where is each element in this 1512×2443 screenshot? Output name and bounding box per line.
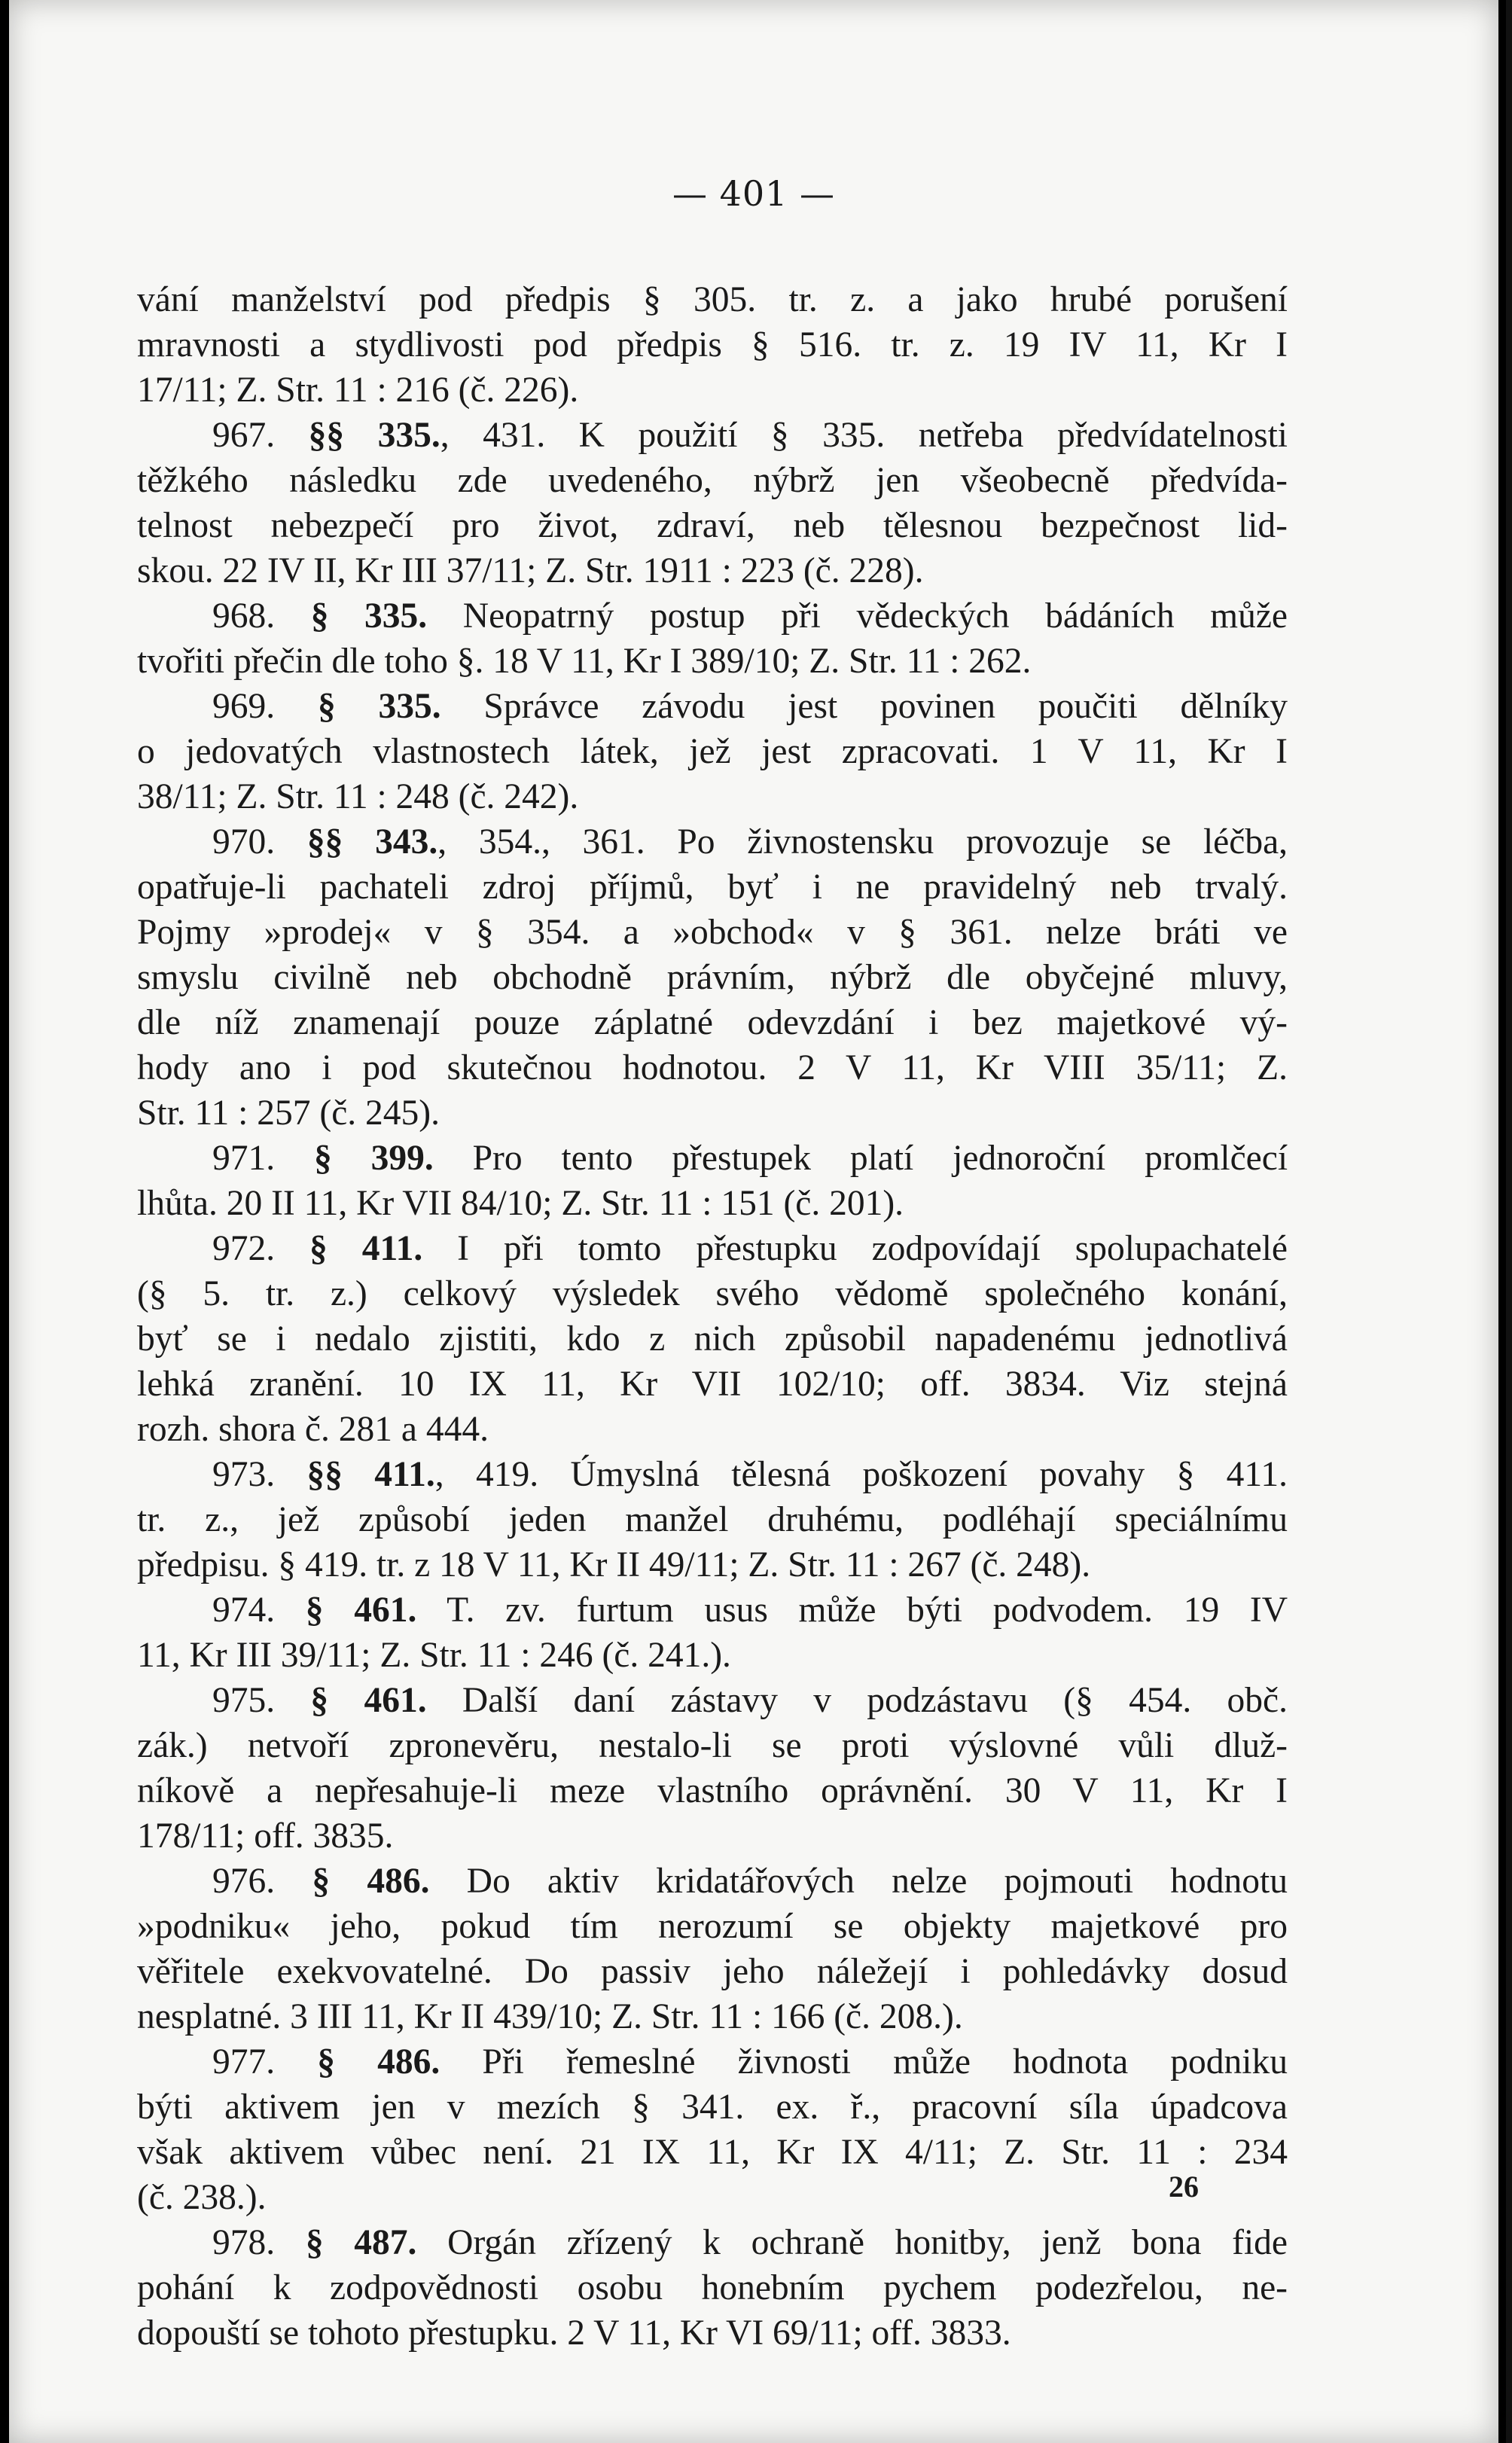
text-line: smyslu civilně neb obchodně právním, nýbrž dle obyčejné mluvy, xyxy=(137,958,1288,997)
text-line: Str. 11 : 257 (č. 245). xyxy=(137,1093,440,1133)
section-reference: § 461. xyxy=(305,1591,417,1630)
section-reference: § 335. xyxy=(310,596,428,636)
text-line: mravnosti a stydlivosti pod předpis § 516. tr. z. 19 IV 11, Kr I xyxy=(137,325,1288,364)
text-line: 978. § 487. Orgán zřízený k ochraně honitby, jenž bona fide xyxy=(212,2223,1288,2262)
text-line: předpisu. § 419. tr. z 18 V 11, Kr II 49/11; Z. Str. 11 : 267 (č. 248). xyxy=(137,1545,1091,1584)
section-reference: § 487. xyxy=(305,2223,417,2262)
section-reference: §§ 343. xyxy=(306,822,438,862)
text-line: pohání k zodpovědnosti osobu honebním pychem podezřelou, ne- xyxy=(137,2268,1288,2307)
page-body-text xyxy=(137,277,1288,2356)
section-reference: §§ 335. xyxy=(308,416,440,455)
text-line: býti aktivem jen v mezích § 341. ex. ř., pracovní síla úpadcova xyxy=(137,2088,1288,2127)
sheet-signature: 26 xyxy=(1169,2170,1199,2204)
page-number: — 401 — xyxy=(672,173,836,214)
text-line: lhůta. 20 II 11, Kr VII 84/10; Z. Str. 11 : 151 (č. 201). xyxy=(137,1184,904,1223)
section-reference: § 411. xyxy=(309,1229,423,1268)
text-line: 977. § 486. Při řemeslné živnosti může hodnota podniku xyxy=(212,2042,1288,2082)
text-line: lehká zranění. 10 IX 11, Kr VII 102/10; off. 3834. Viz stejná xyxy=(137,1365,1288,1404)
text-line: 11, Kr III 39/11; Z. Str. 11 : 246 (č. 241.). xyxy=(137,1636,731,1675)
text-line: však aktivem vůbec není. 21 IX 11, Kr IX 4/11; Z. Str. 11 : 234 xyxy=(137,2133,1288,2172)
text-line: 970. §§ 343., 354., 361. Po živnostensku provozuje se léčba, xyxy=(212,822,1288,862)
section-reference: § 486. xyxy=(312,1862,430,1901)
section-reference: § 335. xyxy=(317,687,441,726)
text-line: 17/11; Z. Str. 11 : 216 (č. 226). xyxy=(137,371,579,410)
text-line: opatřuje-li pachateli zdroj příjmů, byť i ne pravidelný neb trvalý. xyxy=(137,868,1288,907)
text-line: telnost nebezpečí pro život, zdraví, neb tělesnou bezpečnost lid- xyxy=(137,506,1288,545)
text-line: nesplatné. 3 III 11, Kr II 439/10; Z. Str. 11 : 166 (č. 208.). xyxy=(137,1997,963,2036)
text-line: skou. 22 IV II, Kr III 37/11; Z. Str. 1911 : 223 (č. 228). xyxy=(137,551,924,590)
text-line: 975. § 461. Další daní zástavy v podzástavu (§ 454. obč. xyxy=(212,1681,1288,1720)
text-line: dle níž znamenají pouze záplatné odevzdání i bez majetkové vý- xyxy=(137,1003,1288,1042)
section-reference: § 461. xyxy=(310,1681,427,1720)
scan-edge xyxy=(1506,0,1512,2443)
text-line: 973. §§ 411., 419. Úmyslná tělesná poškození povahy § 411. xyxy=(212,1455,1288,1494)
text-line: (č. 238.). xyxy=(137,2178,267,2217)
text-line: 967. §§ 335., 431. K použití § 335. netřeba předvídatelnosti xyxy=(212,416,1288,455)
text-line: »podniku« jeho, pokud tím nerozumí se objekty majetkové pro xyxy=(137,1907,1288,1946)
text-line: Pojmy »prodej« v § 354. a »obchod« v § 361. nelze bráti ve xyxy=(137,913,1288,952)
section-reference: §§ 411. xyxy=(306,1455,435,1494)
book-page xyxy=(9,0,1498,2443)
text-line: věřitele exekvovatelné. Do passiv jeho náležejí i pohledávky dosud xyxy=(137,1952,1288,1991)
text-line: 178/11; off. 3835. xyxy=(137,1816,394,1856)
text-line: 969. § 335. Správce závodu jest povinen poučiti dělníky xyxy=(212,687,1288,726)
text-line: 972. § 411. I při tomto přestupku zodpovídají spolupachatelé xyxy=(212,1229,1288,1268)
section-reference: § 486. xyxy=(317,2042,440,2082)
text-line: hody ano i pod skutečnou hodnotou. 2 V 11, Kr VIII 35/11; Z. xyxy=(137,1048,1288,1087)
section-reference: § 399. xyxy=(314,1139,434,1178)
text-line: dopouští se tohoto přestupku. 2 V 11, Kr VI 69/11; off. 3833. xyxy=(137,2313,1011,2353)
text-line: 968. § 335. Neopatrný postup při vědeckých bádáních může xyxy=(212,596,1288,636)
text-line: vání manželství pod předpis § 305. tr. z. a jako hrubé porušení xyxy=(137,280,1288,319)
text-line: těžkého následku zde uvedeného, nýbrž jen všeobecně předvída- xyxy=(137,461,1288,500)
text-line: rozh. shora č. 281 a 444. xyxy=(137,1410,489,1449)
text-line: zák.) netvoří zpronevěru, nestalo-li se proti výslovné vůli dluž- xyxy=(137,1726,1288,1765)
text-line: tr. z., jež způsobí jeden manžel druhému, podléhají speciálnímu xyxy=(137,1500,1288,1539)
text-line: tvořiti přečin dle toho §. 18 V 11, Kr I 389/10; Z. Str. 11 : 262. xyxy=(137,642,1032,681)
text-line: 974. § 461. T. zv. furtum usus může býti podvodem. 19 IV xyxy=(212,1591,1288,1630)
text-line: byť se i nedalo zjistiti, kdo z nich způsobil napadenému jednotlivá xyxy=(137,1319,1288,1359)
text-line: (§ 5. tr. z.) celkový výsledek svého vědomě společného konání, xyxy=(137,1274,1288,1313)
text-line: o jedovatých vlastnostech látek, jež jest zpracovati. 1 V 11, Kr I xyxy=(137,732,1288,771)
text-line: 38/11; Z. Str. 11 : 248 (č. 242). xyxy=(137,777,579,816)
text-line: 971. § 399. Pro tento přestupek platí jednoroční promlčecí xyxy=(212,1139,1288,1178)
text-line: níkově a nepřesahuje-li meze vlastního oprávnění. 30 V 11, Kr I xyxy=(137,1771,1288,1810)
text-line: 976. § 486. Do aktiv kridatářových nelze pojmouti hodnotu xyxy=(212,1862,1288,1901)
